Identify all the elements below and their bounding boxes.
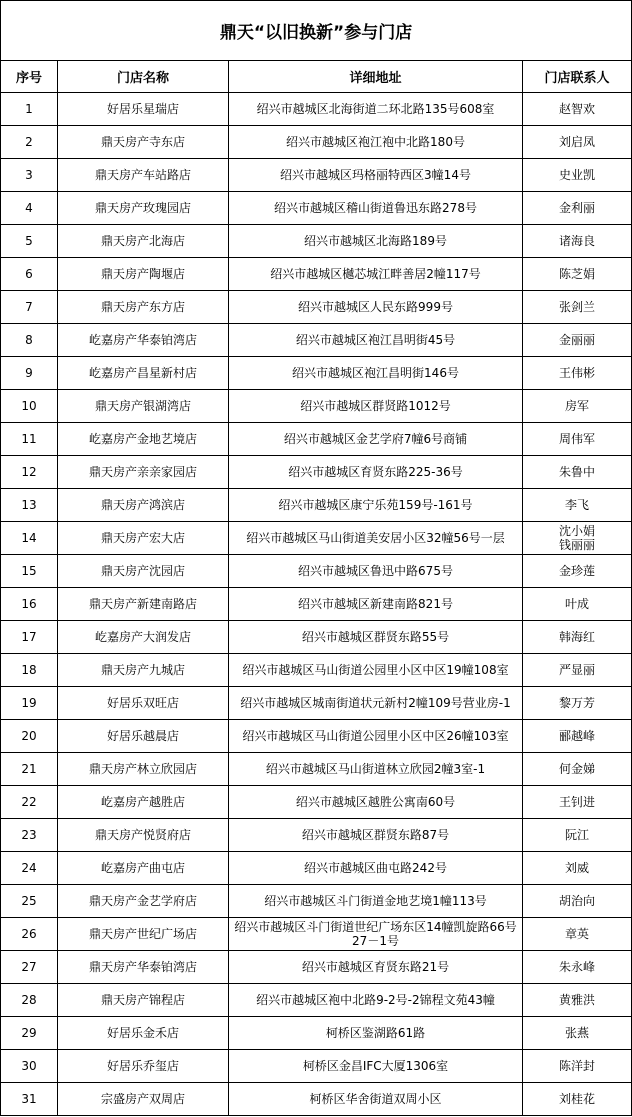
store-name: 屹嘉房产金地艺境店 [58,423,229,456]
table-row [1,1050,632,1083]
row-index: 13 [1,489,58,522]
row-index: 6 [1,258,58,291]
table-row [1,885,632,918]
store-contact: 刘桂花 [523,1083,632,1116]
store-address: 绍兴市越城区康宁乐苑159号-161号 [229,489,523,522]
row-index: 24 [1,852,58,885]
header-index: 序号 [1,61,58,93]
header-row [1,61,632,93]
row-index: 5 [1,225,58,258]
table-row [1,819,632,852]
store-contact: 王伟彬 [523,357,632,390]
store-address: 绍兴市越城区袍中北路9-2号-2锦程文苑43幢 [229,984,523,1017]
store-contact: 张燕 [523,1017,632,1050]
row-index: 22 [1,786,58,819]
store-name: 鼎天房产九城店 [58,654,229,687]
store-name: 鼎天房产悦贤府店 [58,819,229,852]
store-address: 绍兴市越城区马山街道林立欣园2幢3室-1 [229,753,523,786]
row-index: 9 [1,357,58,390]
store-address: 绍兴市越城区人民东路999号 [229,291,523,324]
row-index: 21 [1,753,58,786]
store-name: 屹嘉房产大润发店 [58,621,229,654]
store-contact: 陈芝娟 [523,258,632,291]
store-contact: 郦越峰 [523,720,632,753]
store-contact: 赵智欢 [523,93,632,126]
row-index: 20 [1,720,58,753]
store-address: 绍兴市越城区马山街道美安居小区32幢56号一层 [229,522,523,555]
store-contact: 阮江 [523,819,632,852]
store-name: 屹嘉房产越胜店 [58,786,229,819]
row-index: 29 [1,1017,58,1050]
store-address: 绍兴市越城区育贤东路21号 [229,951,523,984]
store-name: 鼎天房产陶堰店 [58,258,229,291]
header-store-name: 门店名称 [58,61,229,93]
store-name: 鼎天房产新建南路店 [58,588,229,621]
table-row [1,720,632,753]
store-address: 绍兴市越城区城南街道状元新村2幢109号营业房-1 [229,687,523,720]
store-name: 鼎天房产亲亲家园店 [58,456,229,489]
row-index: 31 [1,1083,58,1116]
row-index: 26 [1,918,58,951]
store-address: 绍兴市越城区群贤路1012号 [229,390,523,423]
row-index: 7 [1,291,58,324]
store-contact: 黎万芳 [523,687,632,720]
row-index: 10 [1,390,58,423]
store-name: 鼎天房产宏大店 [58,522,229,555]
store-name: 鼎天房产锦程店 [58,984,229,1017]
row-index: 1 [1,93,58,126]
store-contact: 史业凯 [523,159,632,192]
table-row [1,1083,632,1116]
store-contact: 黄雅洪 [523,984,632,1017]
table-row [1,1017,632,1050]
row-index: 23 [1,819,58,852]
store-name: 鼎天房产沈园店 [58,555,229,588]
store-address: 绍兴市越城区新建南路821号 [229,588,523,621]
store-address: 绍兴市越城区北海街道二环北路135号608室 [229,93,523,126]
table-row [1,786,632,819]
store-name: 好居乐双旺店 [58,687,229,720]
row-index: 2 [1,126,58,159]
store-contact: 周伟军 [523,423,632,456]
store-address: 绍兴市越城区袍江袍中北路180号 [229,126,523,159]
table-row [1,291,632,324]
page-title: 鼎天“以旧换新”参与门店 [1,1,632,61]
table-row [1,555,632,588]
store-name: 屹嘉房产曲屯店 [58,852,229,885]
store-name: 鼎天房产玫瑰园店 [58,192,229,225]
table-row [1,93,632,126]
table-row [1,126,632,159]
row-index: 16 [1,588,58,621]
store-name: 好居乐乔玺店 [58,1050,229,1083]
store-address: 绍兴市越城区玛格丽特西区3幢14号 [229,159,523,192]
store-name: 好居乐越晨店 [58,720,229,753]
table-row [1,753,632,786]
row-index: 14 [1,522,58,555]
store-contact: 胡治向 [523,885,632,918]
store-name: 鼎天房产北海店 [58,225,229,258]
table-row [1,951,632,984]
store-contact: 金利丽 [523,192,632,225]
row-index: 4 [1,192,58,225]
store-name: 鼎天房产东方店 [58,291,229,324]
store-address: 绍兴市越城区鲁迅中路675号 [229,555,523,588]
table-row [1,621,632,654]
row-index: 19 [1,687,58,720]
store-address: 绍兴市越城区育贤东路225-36号 [229,456,523,489]
table-row [1,159,632,192]
row-index: 17 [1,621,58,654]
row-index: 30 [1,1050,58,1083]
store-address: 绍兴市越城区群贤东路55号 [229,621,523,654]
table-row [1,324,632,357]
header-address: 详细地址 [229,61,523,93]
table-row [1,357,632,390]
table-row [1,390,632,423]
store-name: 鼎天房产车站路店 [58,159,229,192]
store-address: 绍兴市越城区金艺学府7幢6号商铺 [229,423,523,456]
table-row [1,192,632,225]
table-row [1,522,632,555]
store-contact: 何金娣 [523,753,632,786]
store-address: 绍兴市越城区越胜公寓南60号 [229,786,523,819]
store-address: 柯桥区金昌IFC大厦1306室 [229,1050,523,1083]
store-address: 柯桥区华舍街道双周小区 [229,1083,523,1116]
store-contact: 房军 [523,390,632,423]
store-address: 绍兴市越城区马山街道公园里小区中区26幢103室 [229,720,523,753]
store-contact: 沈小娟 钱丽丽 [523,522,632,555]
store-address: 绍兴市越城区曲屯路242号 [229,852,523,885]
store-address: 绍兴市越城区稽山街道鲁迅东路278号 [229,192,523,225]
store-address: 绍兴市越城区斗门街道世纪广场东区14幢凯旋路66号27－1号 [229,918,523,951]
store-contact: 刘威 [523,852,632,885]
store-name: 鼎天房产鸿滨店 [58,489,229,522]
table-row [1,588,632,621]
row-index: 12 [1,456,58,489]
store-address: 绍兴市越城区袍江昌明街45号 [229,324,523,357]
store-contact: 张剑兰 [523,291,632,324]
table-row [1,225,632,258]
store-name: 鼎天房产林立欣园店 [58,753,229,786]
store-contact: 严显丽 [523,654,632,687]
store-address: 绍兴市越城区北海路189号 [229,225,523,258]
store-contact: 金丽丽 [523,324,632,357]
store-contact: 李飞 [523,489,632,522]
store-name: 好居乐金禾店 [58,1017,229,1050]
row-index: 8 [1,324,58,357]
store-address: 绍兴市越城区斗门街道金地艺境1幢113号 [229,885,523,918]
row-index: 3 [1,159,58,192]
row-index: 27 [1,951,58,984]
table-row [1,489,632,522]
table-row [1,654,632,687]
store-contact: 金珍莲 [523,555,632,588]
row-index: 28 [1,984,58,1017]
row-index: 18 [1,654,58,687]
store-address: 绍兴市越城区樾芯城江畔善居2幢117号 [229,258,523,291]
store-address: 绍兴市越城区马山街道公园里小区中区19幢108室 [229,654,523,687]
store-contact: 章英 [523,918,632,951]
store-address: 绍兴市越城区群贤东路87号 [229,819,523,852]
store-address: 柯桥区鉴湖路61路 [229,1017,523,1050]
store-name: 鼎天房产金艺学府店 [58,885,229,918]
table-row [1,258,632,291]
row-index: 25 [1,885,58,918]
store-name: 鼎天房产寺东店 [58,126,229,159]
title-row [1,1,632,61]
store-contact: 诸海良 [523,225,632,258]
store-name: 鼎天房产世纪广场店 [58,918,229,951]
table-row [1,984,632,1017]
header-contact: 门店联系人 [523,61,632,93]
store-address: 绍兴市越城区袍江昌明街146号 [229,357,523,390]
row-index: 11 [1,423,58,456]
row-index: 15 [1,555,58,588]
store-contact: 陈洋封 [523,1050,632,1083]
store-name: 屹嘉房产昌星新村店 [58,357,229,390]
store-contact: 叶成 [523,588,632,621]
store-contact: 朱永峰 [523,951,632,984]
table-row [1,687,632,720]
store-contact: 刘启凤 [523,126,632,159]
store-name: 鼎天房产华泰铂湾店 [58,951,229,984]
store-contact: 韩海红 [523,621,632,654]
store-contact: 王钊进 [523,786,632,819]
store-name: 屹嘉房产华泰铂湾店 [58,324,229,357]
table-row [1,456,632,489]
store-name: 好居乐星瑞店 [58,93,229,126]
table-row [1,423,632,456]
store-name: 宗盛房产双周店 [58,1083,229,1116]
table-row [1,918,632,951]
store-name: 鼎天房产银湖湾店 [58,390,229,423]
store-contact: 朱鲁中 [523,456,632,489]
table-row [1,852,632,885]
